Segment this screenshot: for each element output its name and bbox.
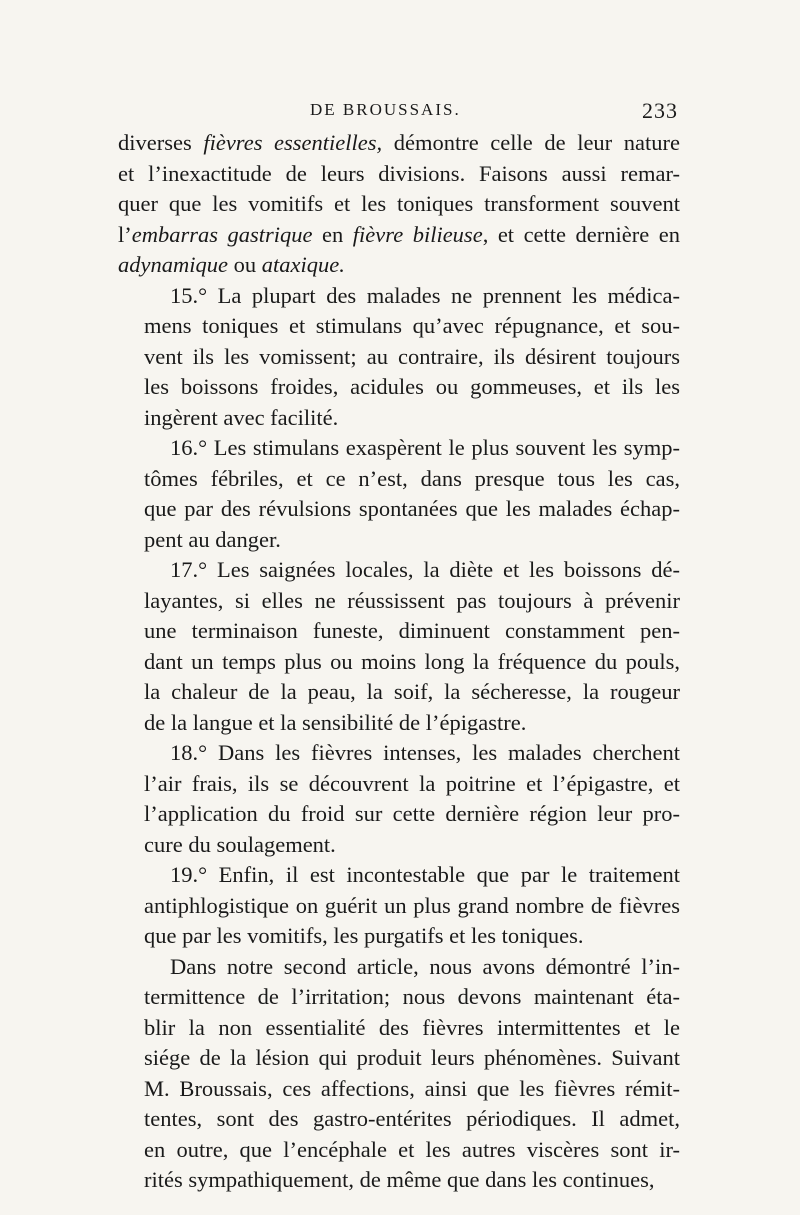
text-run: de la langue et la sensibilité de l’épigastre.: [144, 709, 527, 735]
text-run: layantes, si elles ne réussissent pas toujours à prévenir: [144, 587, 680, 613]
paragraph-p16: [118, 433, 680, 555]
text-line: [118, 128, 680, 159]
text-run: en: [312, 221, 353, 247]
text-line: [118, 769, 680, 800]
text-run: vent ils les vomissent; au contraire, ils désirent toujours: [144, 343, 680, 369]
text-run: siége de la lésion qui produit leurs phénomènes. Suivant: [144, 1045, 680, 1070]
text-line: [118, 647, 680, 678]
paragraph-p17: [118, 555, 680, 738]
text-line: [118, 921, 680, 952]
text-line: [118, 464, 680, 495]
body-text: [118, 128, 680, 1196]
running-head: DE BROUSSAIS.: [310, 100, 461, 119]
text-line: [118, 1043, 680, 1074]
text-line: [118, 616, 680, 647]
text-line: [118, 281, 680, 312]
text-line: [118, 738, 680, 769]
text-run: mens toniques et stimulans qu’avec répugnance, et sou-: [144, 313, 680, 338]
text-line: [118, 830, 680, 861]
text-run: tentes, sont des gastro-entérites périodiques. Il admet,: [144, 1106, 680, 1131]
italic-text: ataxique.: [261, 252, 345, 277]
text-run: , et cette dernière en: [482, 221, 680, 247]
italic-text: adynamique: [118, 252, 228, 277]
text-line: [118, 1074, 680, 1105]
text-line: [118, 708, 680, 739]
text-line: [118, 494, 680, 525]
text-run: en outre, que l’encéphale et les autres viscères sont ir-: [144, 1136, 680, 1162]
text-run: 15.° La plupart des malades ne prennent les médica-: [170, 282, 680, 308]
text-run: pent au danger.: [144, 526, 281, 552]
text-run: cure du soulagement.: [144, 831, 336, 857]
text-run: diverses: [118, 130, 204, 155]
text-run: ingèrent avec facilité.: [144, 404, 339, 430]
text-run: la chaleur de la peau, la soif, la sécheresse, la rougeur: [144, 679, 680, 704]
text-line: [118, 952, 680, 983]
text-line: [118, 311, 680, 342]
text-line: [118, 860, 680, 891]
paragraph-p20: [118, 952, 680, 1196]
text-line: [118, 159, 680, 190]
text-run: rités sympathiquement, de même que dans les continues,: [144, 1167, 655, 1192]
text-run: une terminaison funeste, diminuent constamment pen-: [144, 618, 680, 643]
text-line: [118, 1104, 680, 1135]
text-line: [118, 372, 680, 403]
text-line: [118, 250, 680, 281]
page-header: [118, 98, 680, 128]
text-run: ou: [227, 252, 262, 277]
text-run: quer que les vomitifs et les toniques transforment souvent: [118, 191, 680, 216]
text-line: [118, 799, 680, 830]
text-run: 18.° Dans les fièvres intenses, les malades cherchent: [170, 740, 680, 765]
text-run: l’application du froid sur cette dernière région leur pro-: [144, 801, 680, 826]
text-line: [118, 677, 680, 708]
italic-text: fièvres essentielles,: [203, 130, 383, 155]
text-run: démontre celle de leur nature: [382, 130, 680, 155]
text-run: les boissons froides, acidules ou gommeuses, et ils les: [144, 374, 680, 399]
page-number: 233: [642, 98, 678, 123]
book-page: [118, 98, 680, 1196]
text-run: termittence de l’irritation; nous devons maintenant éta-: [144, 984, 680, 1009]
text-line: [118, 525, 680, 556]
text-line: [118, 342, 680, 373]
text-run: 16.° Les stimulans exaspèrent le plus souvent les symp-: [170, 435, 680, 460]
italic-text: fièvre bilieuse: [352, 221, 483, 247]
text-line: [118, 982, 680, 1013]
paragraph-p15: [118, 281, 680, 434]
text-line: [118, 1165, 680, 1196]
text-run: et l’inexactitude de leurs divisions. Faisons aussi remar-: [118, 160, 680, 186]
text-run: que par les vomitifs, les purgatifs et les toniques.: [144, 923, 584, 948]
text-run: antiphlogistique on guérit un plus grand nombre de fièvres: [144, 892, 680, 918]
text-run: tômes fébriles, et ce n’est, dans presque tous les cas,: [144, 465, 680, 491]
text-line: [118, 1135, 680, 1166]
text-line: [118, 586, 680, 617]
text-line: [118, 555, 680, 586]
text-line: [118, 1013, 680, 1044]
paragraph-p19: [118, 860, 680, 952]
text-run: l’: [118, 221, 132, 247]
text-line: [118, 891, 680, 922]
text-run: que par des révulsions spontanées que les malades échap-: [144, 496, 680, 521]
text-run: M. Broussais, ces affections, ainsi que les fièvres rémit-: [144, 1075, 680, 1101]
text-run: blir la non essentialité des fièvres intermittentes et le: [144, 1014, 680, 1040]
text-line: [118, 189, 680, 220]
text-run: 19.° Enfin, il est incontestable que par le traitement: [170, 862, 680, 887]
text-line: [118, 433, 680, 464]
text-run: dant un temps plus ou moins long la fréquence du pouls,: [144, 648, 680, 674]
paragraph-p0: [118, 128, 680, 281]
paragraph-p18: [118, 738, 680, 860]
text-run: l’air frais, ils se découvrent la poitrine et l’épigastre, et: [144, 770, 680, 796]
text-line: [118, 220, 680, 251]
text-run: 17.° Les saignées locales, la diète et les boissons dé-: [170, 557, 680, 582]
italic-text: embarras gastrique: [131, 221, 313, 247]
text-line: [118, 403, 680, 434]
text-run: Dans notre second article, nous avons démontré l’in-: [170, 953, 680, 979]
